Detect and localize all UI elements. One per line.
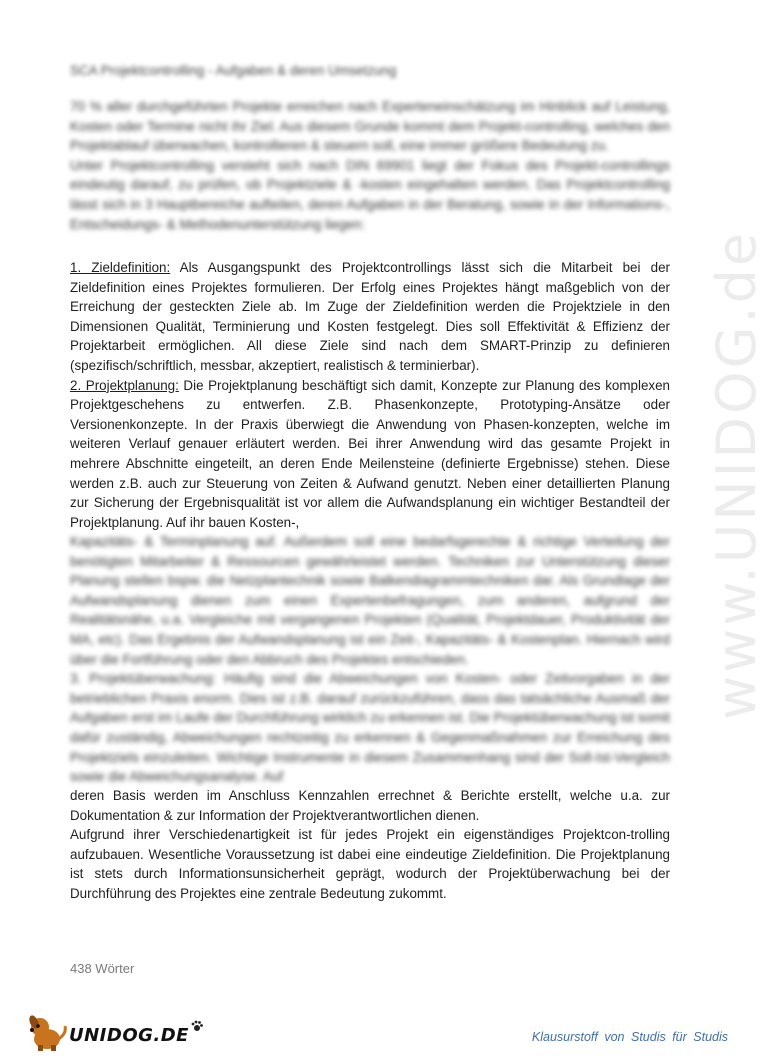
section-zieldefinition — [70, 258, 670, 376]
intro-paragraph: Unter Projektcontrolling versteht sich nach DIN 69901 liegt der Fokus des Projekt-controllings eindeutig darauf, zu prüfen, ob Projektziele & -kosten eingehalten werden. Das Projektcontrolling lässt sich in 3 Hauptbereiche aufteilen, deren Aufgaben in der Beratung, sowie in der Informations-, Entscheidungs- & Methodenunterstützung liegen: — [70, 157, 670, 232]
watermark: www.UNIDOG.de — [705, 229, 768, 720]
visible-content-lower — [70, 786, 670, 904]
blurred-paragraph: Kapazitäts- & Terminplanung auf. Außerdem soll eine bedarfsgerechte & richtige Verteilung der benötigten Mitarbeiter & Ressourcen gewährleistet werden. Techniken zur Unterstützung dieser Planung stellen bspw. die Netzplantechnik sowie Balkendiagrammtechniken dar. Als Grundlage der Aufwandsplanung dienen zum einen Expertenbefragungen, zum anderen, aufgrund der Realitätsnähe, u.a. Vergleiche mit vergangenen Projekten (Qualität, Projektdauer, Produktivität der MA, etc). Das Ergebnis der Aufwandsplanung ist ein Zeit-, Kapazitäts- & Kostenplan. Hiernach wird über die Fortführung oder den Abbruch des Projektes entschieden. — [70, 534, 670, 667]
unidog-logo — [27, 1012, 203, 1052]
logo-text: UNIDOG.DE — [69, 1025, 189, 1046]
section-heading: 1. Zieldefinition: — [70, 260, 171, 275]
section-text: Als Ausgangspunkt des Projektcontrollings lässt sich die Mitarbeit bei der Zieldefinition eines Projektes formulieren. Der Erfolg eines Projektes hängt maßgeblich von der Erreichung der gesteckten Ziele ab. Im Zuge der Zieldefinition werden die Projektziele in den Dimensionen Qualität, Terminierung und Kosten festgelegt. Dies soll Effektivität & Effizienz der Projektarbeit ermöglichen. All diese Ziele sind nach dem SMART-Prinzip zu definieren (spezifisch/schriftlich, messbar, akzeptiert, realistisch & terminierbar). — [70, 260, 670, 373]
blurred-paragraph: 3. Projektüberwachung: Häufig sind die Abweichungen von Kosten- oder Zeitvorgaben in der betrieblichen Praxis enorm. Dies ist z.B. darauf zurückzuführen, dass das tatsächliche Ausmaß der Aufgaben erst im Laufe der Durchführung wirklich zu erkennen ist. Die Projektüberwachung ist somit dafür zuständig, Abweichungen rechtzeitig zu erkennen & Gegenmaßnahmen zur Erreichung des Projektziels einzuleiten. Wichtige Instrumente in diesem Zusammenhang sind der Soll-Ist-Vergleich sowie die Abweichungsanalyse. Auf — [70, 671, 670, 785]
section-text: Die Projektplanung beschäftigt sich damit, Konzepte zur Planung des komplexen Projektgeschehens zu entwerfen. Z.B. Phasenkonzepte, Prototyping-Ansätze oder Versionenkonzepte. In der Praxis überwiegt die Anwendung von Phasen-konzepten, welche im weiteren Verlauf genauer erläutert werden. Bei ihrer Anwendung wird das gesamte Projekt in mehrere Abschnitte eingeteilt, an deren Ende Meilensteine (definierte Ergebnisse) stehen. Diese werden z.B. auch zur Steuerung von Zeiten & Aufwand genutzt. Neben einer detaillierten Planung zur Sicherung der Ergebnisqualität ist vor allem die Aufwandsplanung ein wichtiger Bestandteil der Projektplanung. Auf ihr bauen Kosten-, — [70, 377, 670, 530]
middle-blurred — [70, 532, 670, 787]
section-projektplanung — [70, 376, 670, 533]
section-projektueberwachung-end: deren Basis werden im Anschluss Kennzahlen errechnet & Berichte erstellt, welche u.a. zur Dokumentation & zur Information der Projektverantwortlichen dienen. — [70, 788, 670, 823]
doc-title: SCA Projektcontrolling - Aufgaben & deren Umsetzung — [70, 63, 397, 78]
word-count: 438 Wörter — [70, 961, 135, 976]
intro-blurred — [70, 97, 670, 234]
conclusion-paragraph: Aufgrund ihrer Verschiedenartigkeit ist für jedes Projekt ein eigenständiges Projektcon-trolling aufzubauen. Wesentliche Voraussetzung ist dabei eine eindeutige Zieldefinition. Die Projektplanung ist stets durch Informationsunsicherheit geprägt, wodurch der Projektüberwachung bei der Durchführung des Projektes eine zentrale Bedeutung zukommt. — [70, 827, 670, 901]
section-heading: 2. Projektplanung: — [70, 377, 179, 393]
paw-icon — [191, 1020, 203, 1032]
dog-icon — [27, 1012, 73, 1052]
footer-slogan: Klausurstoff von Studis für Studis — [531, 1030, 728, 1044]
visible-content-upper — [70, 258, 670, 532]
intro-paragraph: 70 % aller durchgeführten Projekte erreichen nach Experteneinschätzung im Hinblick auf Leistung, Kosten oder Termine nicht ihr Ziel. Aus diesem Grunde kommt dem Projekt-controlling, welches den Projektablauf überwachen, kontrollieren & steuern soll, eine immer größere Bedeutung zu. — [70, 99, 670, 154]
